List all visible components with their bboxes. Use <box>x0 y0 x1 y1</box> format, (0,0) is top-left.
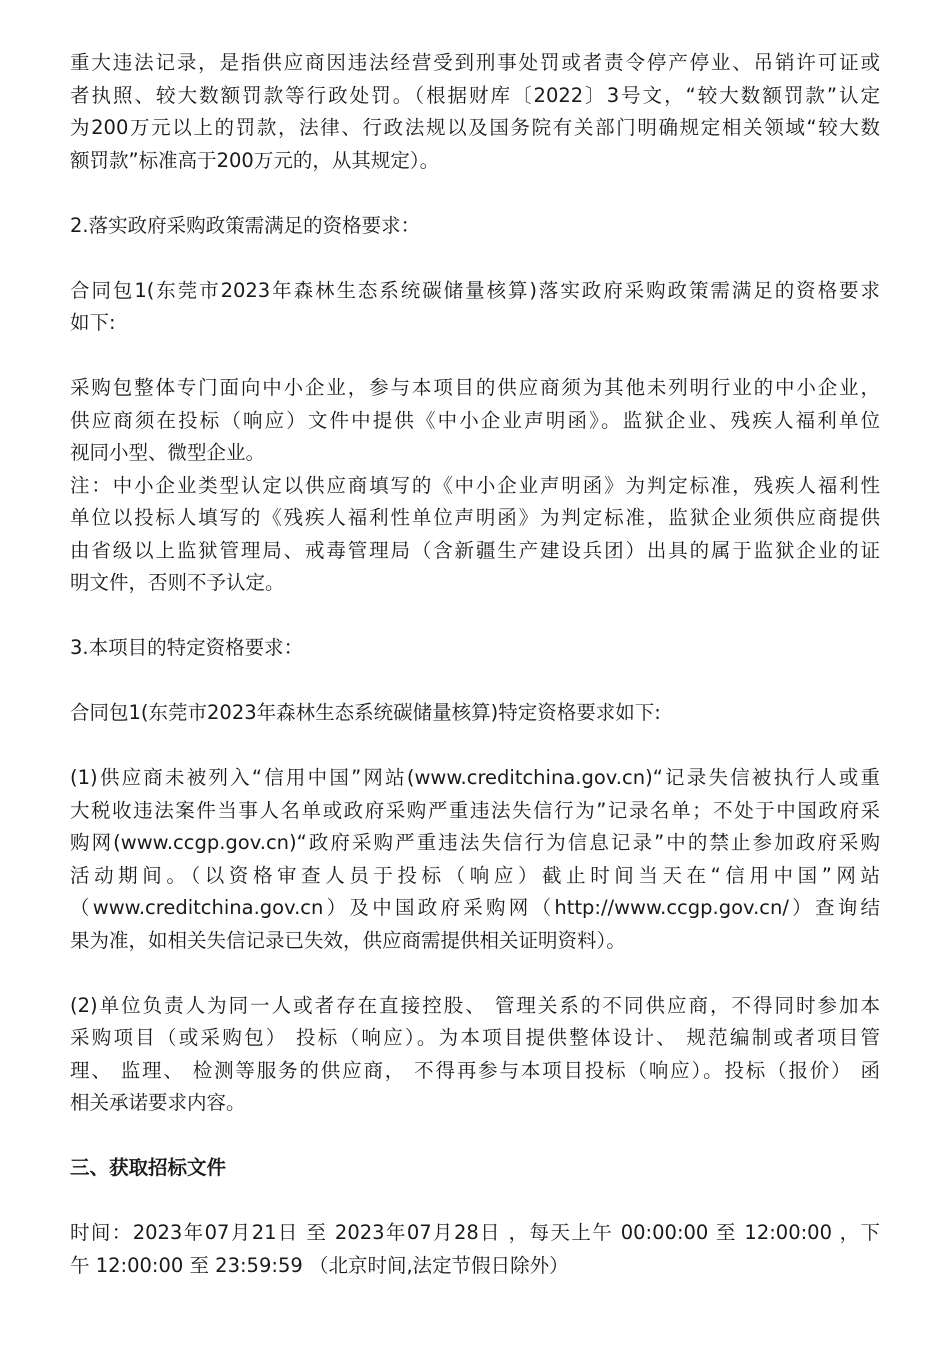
paragraph-gap <box>70 957 880 990</box>
paragraph-gap <box>70 242 880 275</box>
section-3-item-2 <box>70 990 880 1120</box>
text-line: 供应商须在投标（响应）文件中提供《中小企业声明函》。监狱企业、残疾人福利单位 <box>70 408 880 432</box>
acquisition-time-paragraph <box>70 1217 880 1282</box>
text-line: 相关承诺要求内容。 <box>70 1091 246 1114</box>
text-line: 采购项目（或采购包） 投标（响应）。为本项目提供整体设计、 规范编制或者项目管 <box>70 1026 880 1049</box>
section-2-package-paragraph <box>70 275 880 340</box>
intro-paragraph <box>70 47 880 177</box>
paragraph-gap <box>70 1185 880 1218</box>
text-line: 活动期间。（以资格审查人员于投标（响应）截止时间当天在“信用中国”网站 <box>70 863 880 887</box>
text-line: 大税收违法案件当事人名单或政府采购严重违法失信行为”记录名单；不处于中国政府采 <box>70 798 880 822</box>
text-line: 午 12:00:00 至 23:59:59 （北京时间,法定节假日除外） <box>70 1253 569 1277</box>
text-line: (2)单位负责人为同一人或者存在直接控股、 管理关系的不同供应商，不得同时参加本 <box>70 993 880 1017</box>
paragraph-gap <box>70 600 880 633</box>
text-line: 注：中小企业类型认定以供应商填写的《中小企业声明函》为判定标准，残疾人福利性 <box>70 473 880 497</box>
section-3-item-1 <box>70 762 880 957</box>
text-line: 单位以投标人填写的《残疾人福利性单位声明函》为判定标准，监狱企业须供应商提供 <box>70 506 880 529</box>
text-line: 由省级以上监狱管理局、戒毒管理局（含新疆生产建设兵团）出具的属于监狱企业的证 <box>70 538 880 562</box>
text-line: 理、 监理、 检测等服务的供应商， 不得再参与本项目投标（响应）。投标（报价） 函 <box>70 1058 880 1082</box>
paragraph-gap <box>70 340 880 373</box>
section-3-package-line: 合同包1(东莞市2023年森林生态系统碳储量核算)特定资格要求如下: <box>70 701 661 724</box>
paragraph-gap <box>70 177 880 210</box>
paragraph-gap <box>70 730 880 763</box>
text-line: 者执照、较大数额罚款等行政处罚。（根据财库〔2022〕3号文，“较大数额罚款”认定 <box>70 83 880 107</box>
text-line: 如下: <box>70 311 116 334</box>
text-line: （www.creditchina.gov.cn）及中国政府采购网（http://www.ccgp.gov.cn/）查询结 <box>70 896 880 919</box>
text-line: 合同包1(东莞市2023年森林生态系统碳储量核算)落实政府采购政策需满足的资格要求 <box>70 278 880 302</box>
text-line: 为200万元以上的罚款，法律、行政法规以及国务院有关部门明确规定相关领域“较大数 <box>70 116 880 139</box>
text-line: 时间：2023年07月21日 至 2023年07月28日 ，每天上午 00:00:00 至 12:00:00 ，下 <box>70 1221 880 1244</box>
text-line: 额罚款”标准高于200万元的，从其规定）。 <box>70 148 440 172</box>
text-line: 明文件，否则不予认定。 <box>70 571 285 594</box>
text-line: 视同小型、微型企业。 <box>70 441 266 464</box>
text-line: 重大违法记录，是指供应商因违法经营受到刑事处罚或者责令停产停业、吊销许可证或 <box>70 51 880 74</box>
text-line: 采购包整体专门面向中小企业，参与本项目的供应商须为其他未列明行业的中小企业， <box>70 376 880 399</box>
text-line: 果为准，如相关失信记录已失效，供应商需提供相关证明资料）。 <box>70 928 626 952</box>
section-2-body-paragraph <box>70 372 880 600</box>
section-2-title: 2.落实政府采购政策需满足的资格要求： <box>70 213 421 237</box>
paragraph-gap <box>70 1120 880 1153</box>
text-line: (1)供应商未被列入“信用中国”网站(www.creditchina.gov.cn)“记录失信被执行人或重 <box>70 766 880 789</box>
section-three-heading: 三、获取招标文件 <box>70 1156 227 1179</box>
paragraph-gap <box>70 665 880 698</box>
text-line: 购网(www.ccgp.gov.cn)“政府采购严重违法失信行为信息记录”中的禁止参加政府采购 <box>70 831 880 854</box>
section-3-title: 3.本项目的特定资格要求： <box>70 636 304 659</box>
